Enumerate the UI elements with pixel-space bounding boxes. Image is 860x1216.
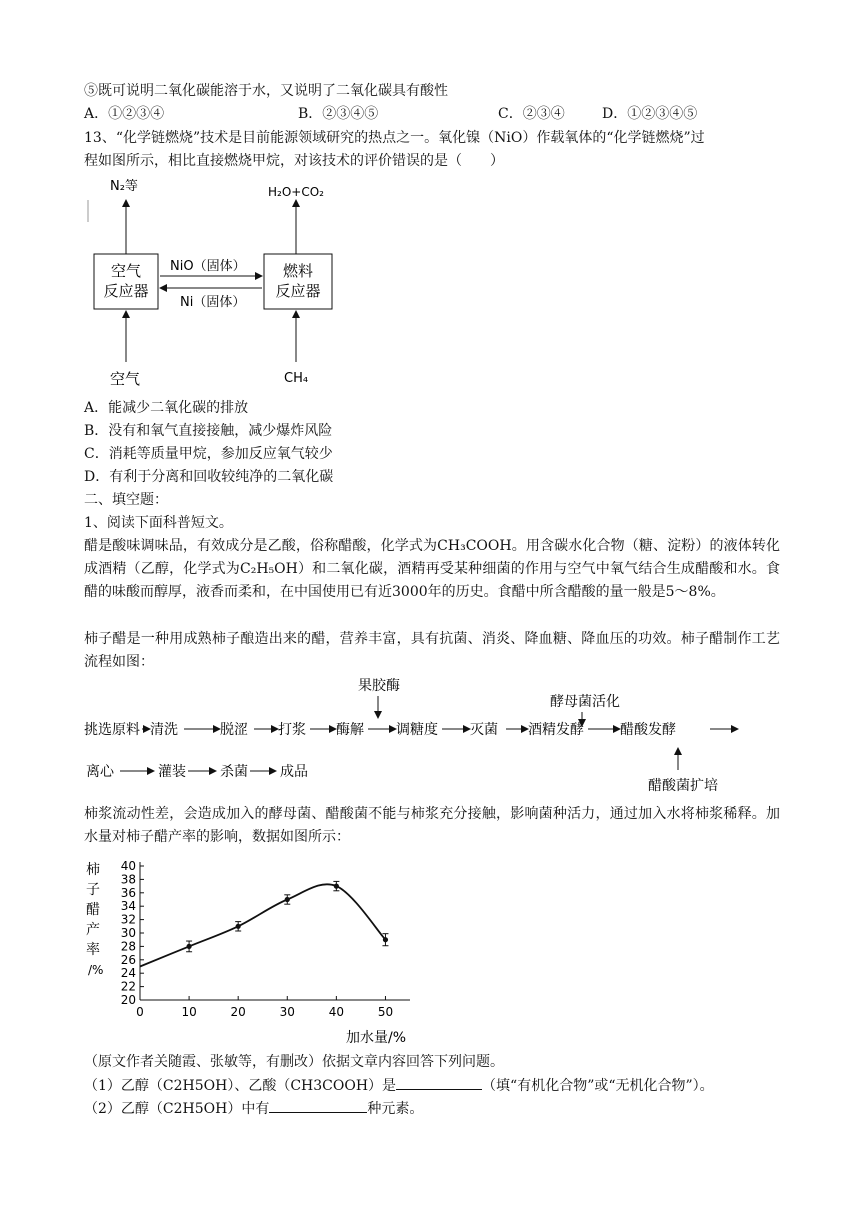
article-paragraph-1: 醋是酸味调味品，有效成分是乙酸，俗称醋酸，化学式为CH₃COOH。用含碳水化合物（糖、淀粉）的液体转化成酒精（乙醇，化学式为C₂H₅OH）和二氧化碳，酒精再受某种细菌的作用与空气中氧气结合生成醋酸和水。食醋的味酸而醇厚，液香而柔和，在中国使用已有近3000年的历史。食醋中所含醋酸的量一般是5～8%。 — [84, 538, 780, 600]
q12-option-a: A．①②③④ — [84, 106, 165, 122]
chemical-looping-diagram — [84, 172, 364, 394]
y-ticks — [121, 859, 144, 1007]
data-point-5 — [383, 937, 388, 942]
q13-stem-line-1: 13、“化学链燃烧”技术是目前能源领域研究的热点之一。氧化镍（NiO）作载氧体的“化学链燃烧”过 — [84, 130, 705, 146]
y-tick-label: 24 — [120, 966, 136, 981]
fuel-output-label: H₂O+CO₂ — [268, 185, 324, 199]
ylabel-char-2: 子 — [86, 882, 100, 898]
ylabel-char-3: 醋 — [86, 902, 100, 918]
q13-option-c: C．消耗等质量甲烷，参加反应氧气较少 — [84, 446, 333, 462]
y-tick-label: 28 — [120, 939, 136, 954]
answer-blank-2[interactable] — [269, 1098, 367, 1113]
ylabel-char-4: 产 — [86, 922, 100, 938]
section-heading: 二、填空题： — [84, 492, 168, 508]
sub-question-2 — [84, 1098, 423, 1119]
x-tick-label: 0 — [136, 1005, 144, 1019]
data-point-2 — [236, 924, 241, 929]
sub2-text-b: 种元素。 — [367, 1101, 424, 1117]
chart-axes — [140, 862, 410, 1000]
data-point-1 — [186, 944, 191, 949]
flow-step-7: 灭菌 — [470, 722, 498, 738]
y-tick-label: 30 — [120, 926, 136, 940]
ylabel-char-6: /% — [88, 963, 104, 977]
flow-step-row2-4: 成品 — [280, 764, 308, 780]
y-tick-label: 38 — [120, 872, 136, 887]
data-points — [186, 881, 388, 951]
flow-step-1: 挑选原料 — [84, 722, 140, 738]
data-point-4 — [334, 884, 339, 889]
flow-step-3: 脱涩 — [220, 722, 248, 738]
flow-step-4: 打浆 — [278, 722, 306, 738]
q13-option-a: A．能减少二氧化碳的排放 — [84, 400, 249, 416]
air-input-label: 空气 — [110, 370, 141, 388]
xlabel: 加水量/% — [346, 1030, 407, 1046]
q12-option-d: D．①②③④⑤ — [602, 106, 698, 122]
q12-option-b: B．②③④⑤ — [298, 106, 379, 122]
flow-step-row2-3: 杀菌 — [220, 764, 248, 780]
acetobacter-label: 醋酸菌扩培 — [648, 778, 718, 794]
ylabel-char-1: 柿 — [86, 862, 100, 878]
fuel-reactor-label-2: 反应器 — [275, 282, 321, 300]
flow-step-9: 醋酸发酵 — [620, 722, 676, 738]
sub-question-1 — [84, 1075, 714, 1096]
answer-blank-1[interactable] — [396, 1075, 482, 1090]
article-paragraph-3: 柿浆流动性差，会造成加入的酵母菌、醋酸菌不能与柿浆充分接触，影响菌种活力，通过加入水将柿浆稀释。加水量对柿子醋产率的影响，数据如图所示： — [84, 806, 780, 845]
y-tick-label: 20 — [120, 993, 136, 1007]
sub1-text-b: （填“有机化合物”或“无机化合物”）。 — [482, 1078, 714, 1094]
data-point-3 — [285, 897, 290, 902]
water-yield-chart — [84, 852, 424, 1048]
flow-step-row2-2: 灌装 — [158, 764, 186, 780]
ch4-input-label: CH₄ — [284, 371, 309, 386]
x-tick-label: 10 — [181, 1005, 197, 1019]
y-tick-label: 26 — [120, 952, 136, 967]
x-tick-label: 40 — [328, 1005, 345, 1019]
flow-step-8: 酒精发酵 — [528, 722, 584, 738]
sub1-text-a: （1）乙醇（C2H5OH）、乙酸（CH3COOH）是 — [84, 1078, 397, 1094]
air-reactor-label-1: 空气 — [110, 262, 142, 280]
fuel-reactor-label-1: 燃料 — [282, 262, 314, 280]
yield-curve — [140, 884, 385, 966]
nio-label: NiO（固体） — [170, 259, 246, 274]
y-tick-label: 32 — [120, 912, 136, 927]
flow-step-2: 清洗 — [150, 722, 178, 738]
q1-intro: 1、阅读下面科普短文。 — [84, 515, 233, 531]
process-flow-diagram — [84, 672, 764, 800]
x-tick-label: 20 — [230, 1005, 246, 1019]
y-tick-label: 36 — [120, 885, 136, 900]
flow-row-2 — [86, 763, 308, 780]
flow-step-5: 酶解 — [336, 722, 364, 738]
y-tick-label: 22 — [120, 979, 136, 994]
y-tick-label: 34 — [120, 899, 136, 914]
q13-option-b: B．没有和氧气直接接触，减少爆炸风险 — [84, 423, 333, 439]
source-note: （原文作者关随霞、张敏等，有删改）依据文章内容回答下列问题。 — [84, 1054, 504, 1070]
flow-step-6: 调糖度 — [396, 722, 438, 738]
air-reactor-label-2: 反应器 — [103, 282, 149, 300]
q13-option-d: D．有利于分离和回收较纯净的二氧化碳 — [84, 469, 334, 485]
q12-option-c: C．②③④ — [498, 106, 565, 122]
x-ticks — [136, 996, 393, 1019]
q12-statement-5: ⑤既可说明二氧化碳能溶于水，又说明了二氧化碳具有酸性 — [84, 83, 448, 99]
flow-step-row2-1: 离心 — [86, 764, 114, 780]
q13-stem-line-2: 程如图所示，相比直接燃烧甲烷，对该技术的评价错误的是（ ） — [84, 153, 504, 169]
x-tick-label: 30 — [279, 1005, 295, 1019]
ni-label: Ni（固体） — [180, 295, 246, 310]
flow-row-1 — [84, 721, 738, 738]
x-tick-label: 50 — [377, 1005, 394, 1019]
y-tick-label: 40 — [120, 859, 136, 873]
sub2-text-a: （2）乙醇（C2H5OH）中有 — [84, 1101, 270, 1117]
ylabel-char-5: 率 — [86, 942, 100, 958]
yeast-label: 酵母菌活化 — [550, 694, 620, 710]
article-paragraph-2: 柿子醋是一种用成熟柿子酿造出来的醋，营养丰富，具有抗菌、消炎、降血糖、降血压的功效。柿子醋制作工艺流程如图： — [84, 631, 780, 670]
air-output-label: N₂等 — [110, 179, 138, 194]
pectinase-label: 果胶酶 — [358, 678, 400, 694]
